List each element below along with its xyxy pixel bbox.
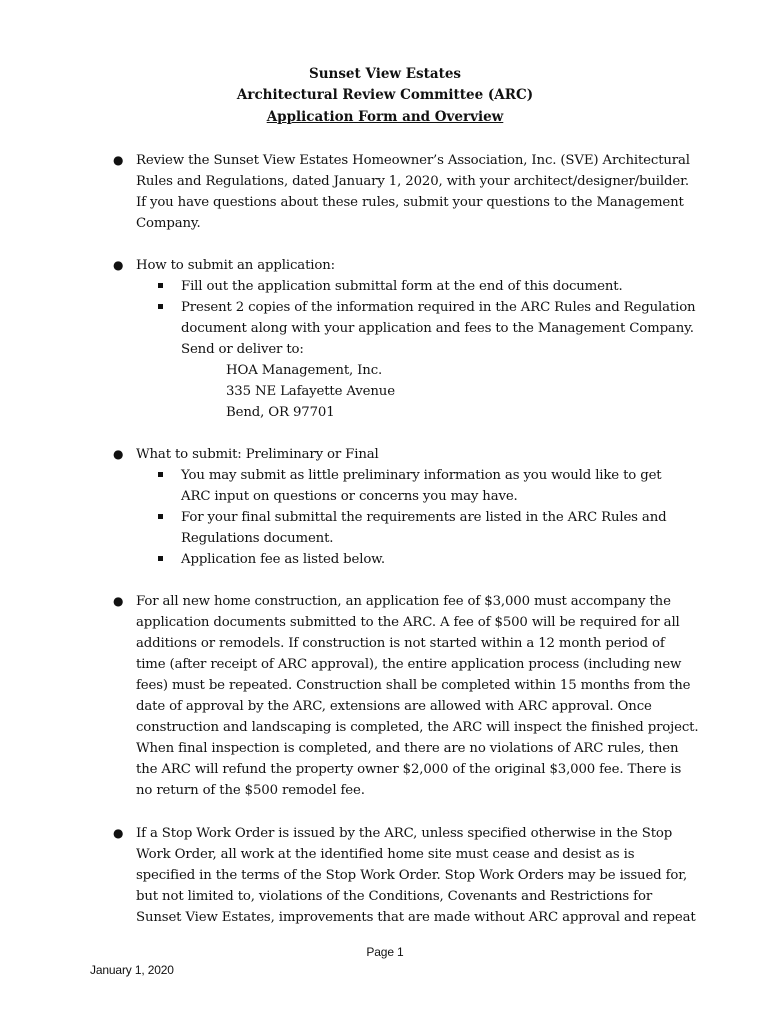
section-1-line: Company.	[136, 216, 201, 231]
section-1-line: Review the Sunset View Estates Homeowner’s Association, Inc. (SVE) Architectural	[136, 153, 690, 168]
footer-date: January 1, 2020	[90, 963, 174, 977]
section-4-line: application documents submitted to the ARC. A fee of $500 will be required for all	[136, 615, 680, 630]
document-heading: Application Form and Overview	[266, 109, 504, 125]
section-3-subitem-line: You may submit as little preliminary information as you would like to get	[181, 468, 662, 483]
section-4-line: additions or remodels. If construction is not started within a 12 month period of	[136, 636, 665, 651]
section-1-line: Rules and Regulations, dated January 1, 2020, with your architect/designer/builder.	[136, 174, 689, 189]
section-2-subitem-line: Send or deliver to:	[181, 342, 304, 357]
section-4-line: the ARC will refund the property owner $2,000 of the original $3,000 fee. There is	[136, 762, 682, 777]
section-3-subitem-line: Application fee as listed below.	[181, 552, 385, 567]
document-title: Sunset View Estates	[308, 66, 462, 82]
section-4-line: date of approval by the ARC, extensions are allowed with ARC approval. Once	[136, 699, 652, 714]
bullet-icon: ●	[113, 258, 124, 272]
section-3-subitem-line: Regulations document.	[181, 531, 334, 546]
section-5-line: but not limited to, violations of the Conditions, Covenants and Restrictions for	[136, 889, 653, 904]
page-number: Page 1	[366, 945, 404, 959]
bullet-icon: ●	[113, 826, 124, 840]
square-bullet-icon	[158, 283, 163, 288]
square-bullet-icon	[158, 514, 163, 519]
bullet-icon: ●	[113, 153, 124, 167]
section-4-line: fees) must be repeated. Construction shall be completed within 15 months from the	[136, 678, 691, 693]
bullet-icon: ●	[113, 594, 124, 608]
section-5-line: Work Order, all work at the identified home site must cease and desist as is	[136, 847, 635, 862]
section-5-line: If a Stop Work Order is issued by the ARC, unless specified otherwise in the Stop	[136, 826, 673, 841]
address-line: HOA Management, Inc.	[226, 363, 383, 378]
address-line: 335 NE Lafayette Avenue	[226, 384, 395, 399]
section-2-subitem-line: document along with your application and fees to the Management Company.	[181, 321, 694, 336]
square-bullet-icon	[158, 556, 163, 561]
section-4-line: When final inspection is completed, and there are no violations of ARC rules, then	[136, 741, 679, 756]
section-4-line: construction and landscaping is completed, the ARC will inspect the finished project.	[136, 720, 699, 735]
section-2-line: How to submit an application:	[136, 258, 335, 273]
section-2-subitem-line: Present 2 copies of the information required in the ARC Rules and Regulation	[181, 300, 696, 315]
section-2-subitem-line: Fill out the application submittal form at the end of this document.	[181, 279, 623, 294]
address-line: Bend, OR 97701	[226, 405, 335, 420]
section-4-line: For all new home construction, an application fee of $3,000 must accompany the	[136, 594, 671, 609]
square-bullet-icon	[158, 304, 163, 309]
section-5-line: specified in the terms of the Stop Work Order. Stop Work Orders may be issued for,	[136, 868, 688, 883]
square-bullet-icon	[158, 472, 163, 477]
section-3-subitem-line: ARC input on questions or concerns you may have.	[181, 489, 518, 504]
section-5-line: Sunset View Estates, improvements that are made without ARC approval and repeat	[136, 910, 696, 925]
section-3-line: What to submit: Preliminary or Final	[136, 447, 379, 462]
section-4-line: no return of the $500 remodel fee.	[136, 783, 365, 798]
document-subtitle: Architectural Review Committee (ARC)	[236, 87, 534, 103]
section-1-line: If you have questions about these rules, submit your questions to the Management	[136, 195, 684, 210]
section-4-line: time (after receipt of ARC approval), the entire application process (including new	[136, 657, 682, 672]
bullet-icon: ●	[113, 447, 124, 461]
section-3-subitem-line: For your final submittal the requirements are listed in the ARC Rules and	[181, 510, 667, 525]
